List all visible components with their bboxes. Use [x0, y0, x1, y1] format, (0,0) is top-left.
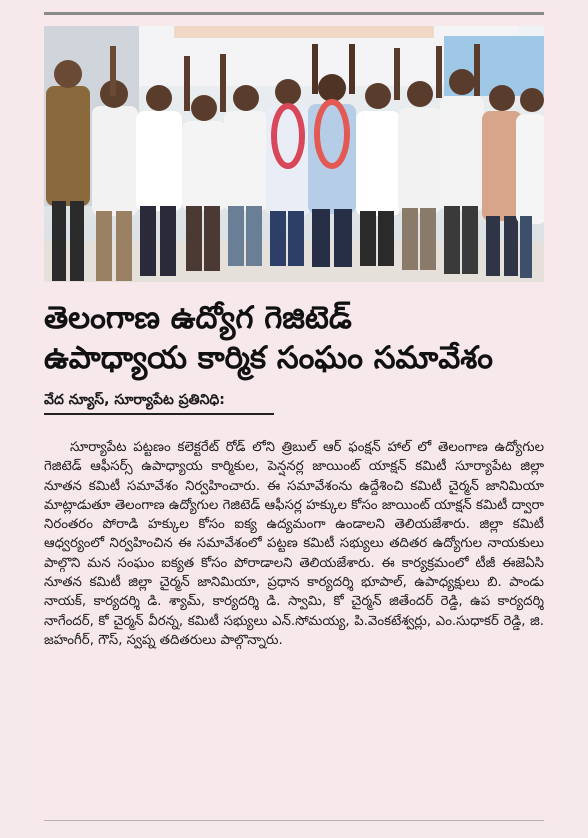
newspaper-clipping	[30, 8, 558, 830]
headline-line-1: తెలంగాణ ఉద్యోగ గెజిటెడ్	[44, 300, 352, 336]
bottom-divider	[44, 820, 544, 821]
article-body: సూర్యాపేట పట్టణం కలెక్టరేట్ రోడ్ లోని త్రిబుల్ ఆర్ ఫంక్షన్ హాల్ లో తెలంగాణ ఉద్యోగుల గెజిటెడ్ ఆఫీసర్స్ ఉపాధ్యాయ కార్మికుల, పెన్షనర్ల జాయింట్ యాక్షన్ కమిటీ సూర్యాపేట జిల్లా నూతన కమిటీ సమావేశం నిర్వహించారు. ఈ సమావేశంను ఉద్దేశించి కమిటీ చైర్మన్ జానిమియా మాట్లాడుతూ తెలంగాణ ఉద్యోగుల గెజిటెడ్ ఆఫీసర్ల హక్కుల కోసం జాయింట్ యాక్షన్ కమిటీ ద్వారా నిరంతరం పోరాడి హక్కుల కోసం ఐక్య ఉద్యమంగా ఉండాలని తెలియజేశారు. జిల్లా కమిటీ ఆధ్వర్యంలో నిర్వహించిన ఈ సమావేశంలో పట్టణ కమిటీ సభ్యులు తదితర ఉద్యోగుల నాయకులు పాల్గొని మన సంఘం ఐక్యత కోసం పోరాడాలని తెలియజేశారు. ఈ కార్యక్రమంలో టీజీ ఈజెఏసి నూతన కమిటీ జిల్లా చైర్మన్ జానిమియా, ప్రధాన కార్యదర్శి భూపాల్, ఉపాధ్యక్షులు బి. పాండు నాయక్, కార్యదర్శి డి. శ్యామ్, కార్యదర్శి డి. స్వామి, కో చైర్మన్ జితేందర్ రెడ్డి, ఉప కార్యదర్శి నాగేందర్, కో చైర్మన్ వీరన్న, కమిటీ సభ్యులు ఎన్.సోమయ్య, పి.వెంకటేశ్వర్లు, ఎం.సుధాకర్ రెడ్డి, జి. జహంగీర్, గౌస్, స్వప్న తదితరులు పాల్గొన్నారు.	[44, 440, 544, 648]
article-byline: వేద న్యూస్, సూర్యాపేట ప్రతినిధి:	[44, 390, 274, 415]
group-photo-image	[44, 26, 544, 282]
headline-line-2: ఉపాధ్యాయ కార్మిక సంఘం సమావేశం	[44, 340, 494, 376]
group-photo	[44, 26, 544, 282]
top-divider	[44, 12, 544, 15]
article-headline	[44, 298, 544, 378]
